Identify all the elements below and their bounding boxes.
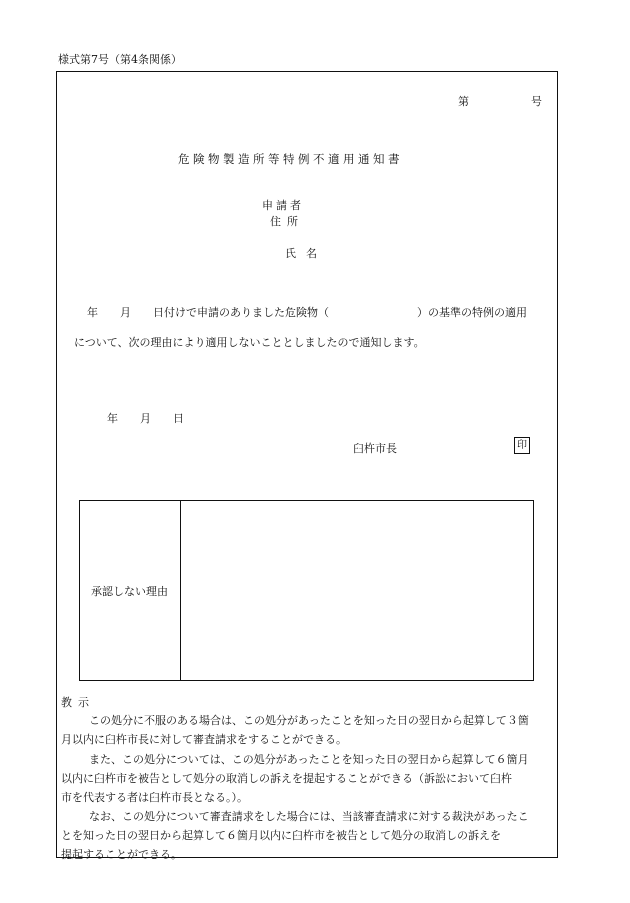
notice-line: この処分に不服のある場合は、この処分があったことを知った日の翌日から起算して３箇: [89, 714, 529, 727]
reason-table: [79, 500, 534, 681]
applicant-heading: 申請者: [262, 199, 304, 212]
applicant-address-label: 住所: [270, 215, 304, 228]
notice-line: 以内に臼杵市を被告として処分の取消しの訴えを提起することができる（訴訟において臼杵: [61, 772, 512, 785]
document-number-suffix: 号: [531, 95, 542, 108]
document-title: 危険物製造所等特例不適用通知書: [178, 152, 403, 166]
notice-line: 提起することができる。: [61, 848, 182, 861]
mayor-signature-label: 臼杵市長: [353, 442, 397, 455]
notice-line: 市を代表する者は臼杵市長となる。）。: [61, 791, 248, 804]
notice-line: とを知った日の翌日から起算して６箇月以内に臼杵市を被告として処分の取消しの訴えを: [61, 829, 501, 842]
issue-date: 年 月 日: [107, 412, 184, 425]
notice-line: 月以内に臼杵市長に対して審査請求をすることができる。: [61, 733, 347, 746]
reason-label: 承認しない理由: [91, 585, 168, 598]
notice-heading: 教示: [61, 696, 95, 709]
reason-table-divider: [180, 501, 181, 680]
applicant-name-label: 氏名: [285, 247, 327, 260]
seal-stamp-box: 印: [514, 437, 530, 454]
body-text-line-1: 年 月 日付けで申請のありました危険物（ ）の基準の特例の適用: [87, 306, 527, 319]
body-text-line-2: について、次の理由により適用しないこととしましたので通知します。: [74, 336, 425, 349]
document-number-prefix: 第: [458, 95, 469, 108]
notice-line: なお、この処分について審査請求をした場合には、当該審査請求に対する裁決があったこ: [89, 810, 529, 823]
notice-line: また、この処分については、この処分があったことを知った日の翌日から起算して６箇月: [89, 753, 529, 766]
form-number-label: 様式第7号（第4条関係）: [58, 53, 182, 66]
